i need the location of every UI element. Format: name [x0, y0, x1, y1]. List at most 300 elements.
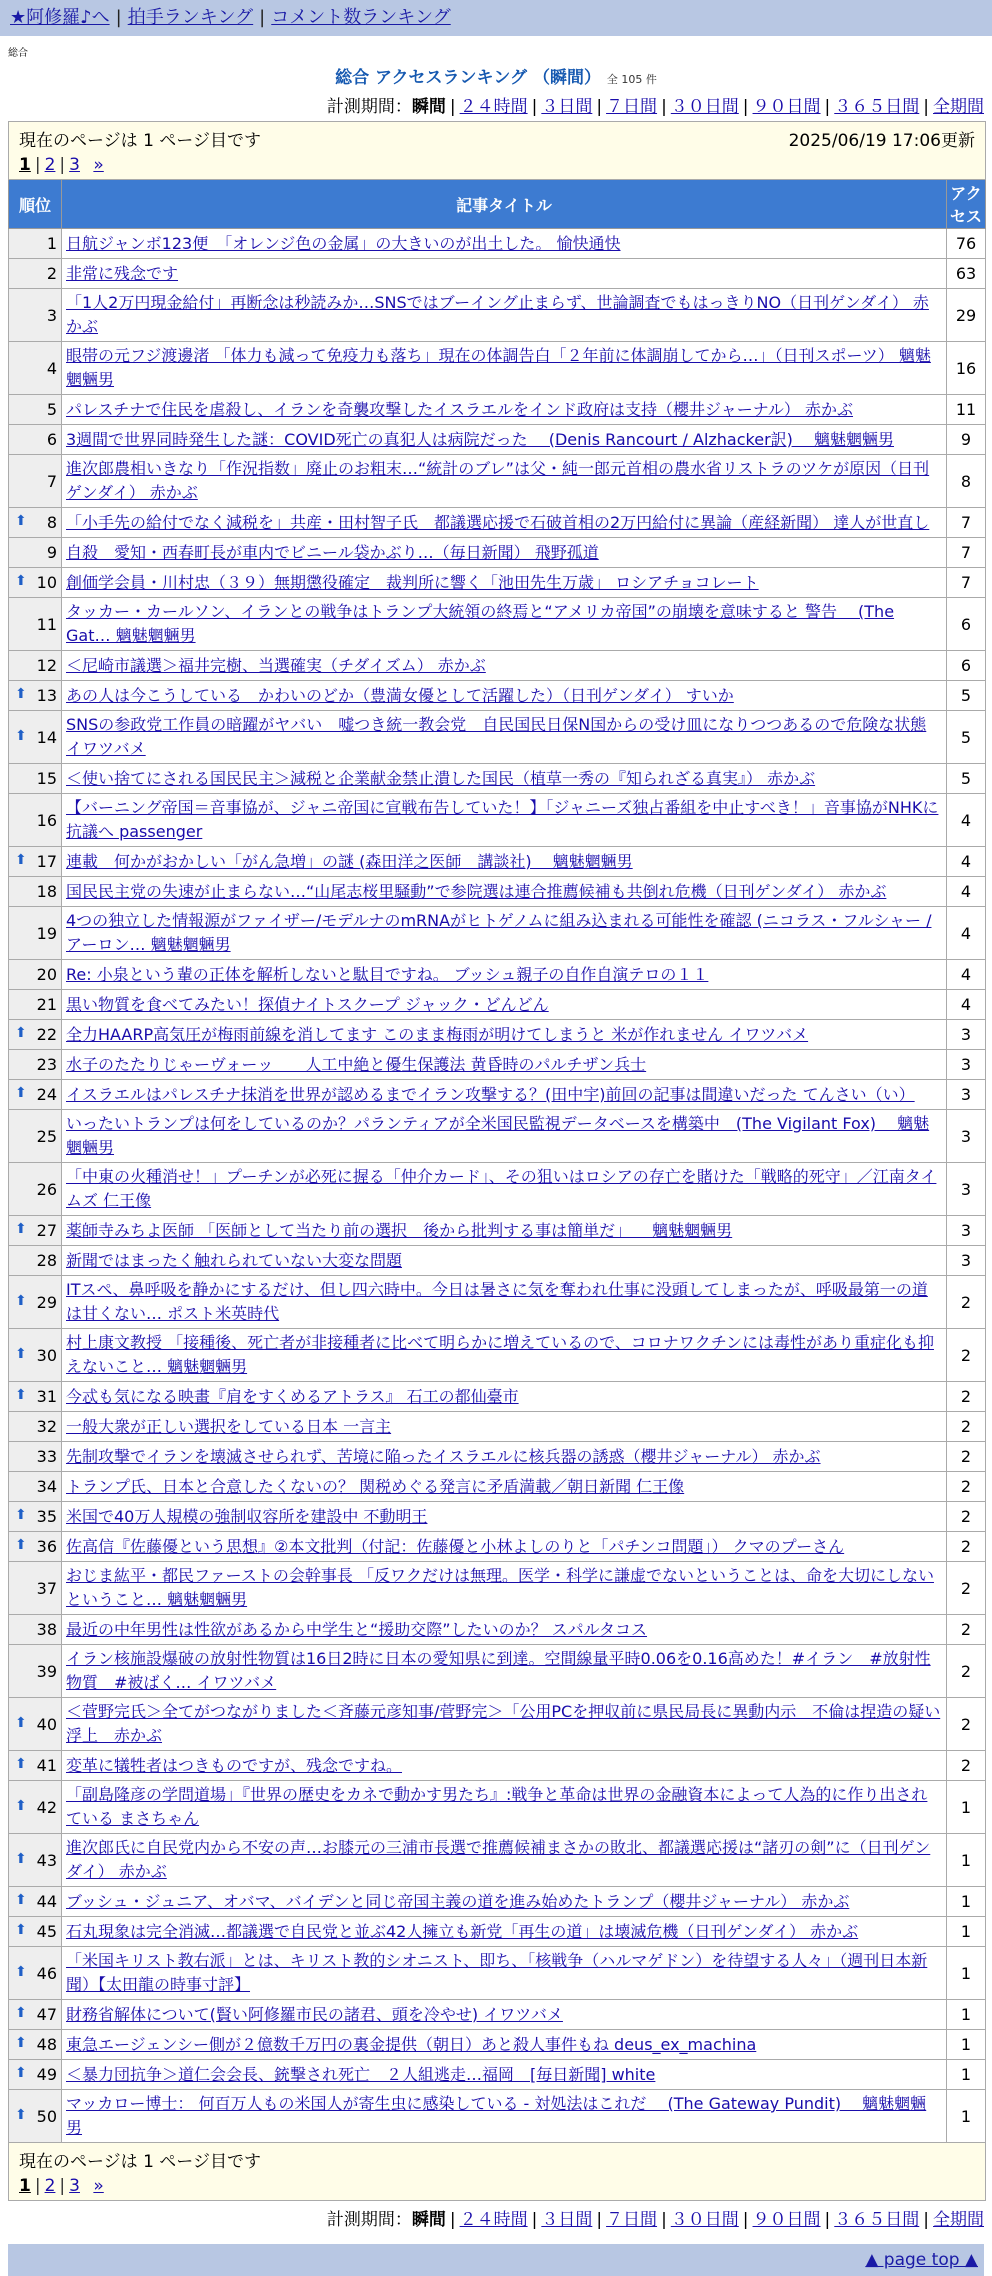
rank-number: 12: [36, 656, 57, 675]
title-cell: [62, 2030, 947, 2060]
comment-ranking-link[interactable]: コメント数ランキング: [271, 7, 451, 28]
article-link[interactable]: トランプ氏、日本と合意したくないの？ 関税めぐる発言に矛盾満載／朝日新聞 仁王像: [66, 1476, 685, 1496]
col-title: 記事タイトル: [62, 180, 947, 229]
page-link[interactable]: 2: [44, 155, 56, 175]
table-row: [9, 342, 986, 395]
rank-cell: [9, 1562, 62, 1615]
rank-number: 35: [36, 1507, 57, 1526]
pager-top: [9, 122, 986, 180]
title-cell: [62, 289, 947, 342]
title-cell: [62, 2000, 947, 2030]
rank-cell: [9, 1751, 62, 1781]
rank-up-arrow-icon: ⬆: [15, 1714, 27, 1731]
clap-ranking-link[interactable]: 拍手ランキング: [127, 7, 254, 28]
article-link[interactable]: タッカー・カールソン、イランとの戦争はトランプ大統領の終焉と“アメリカ帝国”の崩壊を意味すると 警告 (The Gat… 魑魅魍魎男: [66, 602, 895, 645]
table-row: [9, 1216, 986, 1246]
article-link[interactable]: ＜菅野完氏＞全てがつながりました＜斉藤元彦知事/菅野完＞「公用PCを押収前に県民局長に異動内示 不倫は捏造の疑い浮上 赤かぶ: [66, 1702, 941, 1745]
page-link[interactable]: 2: [44, 2176, 56, 2196]
rank-number: 18: [36, 882, 57, 901]
rank-number: 36: [36, 1537, 57, 1556]
table-row: [9, 1917, 986, 1947]
title-cell: [62, 877, 947, 907]
article-link[interactable]: 村上康文教授 「接種後、死亡者が非接種者に比べて明らかに増えているので、コロナワクチンには毒性があり重症化も抑えないこと… 魑魅魍魎男: [66, 1333, 934, 1376]
rank-number: 38: [36, 1620, 57, 1639]
table-row: [9, 960, 986, 990]
period-option[interactable]: ９０日間: [752, 2210, 821, 2230]
article-link[interactable]: 「中東の火種消せ！」プーチンが必死に握る「仲介カード」、その狙いはロシアの存亡を賭けた「戦略的死守」／江南タイムズ 仁王像: [66, 1167, 937, 1210]
rank-cell: [9, 1276, 62, 1329]
rank-up-arrow-icon: ⬆: [15, 1922, 27, 1938]
period-option[interactable]: 全期間: [933, 2210, 984, 2230]
rank-number: 25: [36, 1126, 57, 1146]
title-cell: [62, 1412, 947, 1442]
access-count: 4: [947, 847, 986, 877]
rank-cell: [9, 1917, 62, 1947]
rank-cell: [9, 960, 62, 990]
article-link[interactable]: 黒い物質を食べてみたい！探偵ナイトスクープ ジャック・どんどん: [66, 994, 549, 1014]
rank-number: 14: [36, 727, 57, 747]
table-row: [9, 1442, 986, 1472]
table-row: [9, 907, 986, 960]
article-link[interactable]: ＜暴力団抗争＞道仁会会長、銃撃され死亡 ２人組逃走…福岡 [毎日新聞] white: [66, 2064, 656, 2084]
title-cell: [62, 1329, 947, 1382]
rank-cell: [9, 877, 62, 907]
rank-number: 43: [36, 1850, 57, 1870]
title-cell: [62, 395, 947, 425]
title-cell: [62, 1502, 947, 1532]
table-row: [9, 1020, 986, 1050]
access-count: 1: [947, 1917, 986, 1947]
rank-number: 37: [36, 1578, 57, 1598]
table-row: [9, 1947, 986, 2000]
updated-time: 2025/06/19 17:06更新: [788, 131, 975, 151]
article-link[interactable]: ITスペ、鼻呼吸を静かにするだけ、但し四六時中。今日は暑さに気を奪われ仕事に没頭してしまったが、呼吸最第一の道は甘くない… ポスト米英時代: [66, 1280, 928, 1323]
access-count: 4: [947, 990, 986, 1020]
rank-up-arrow-icon: ⬆: [15, 1085, 27, 1101]
article-link[interactable]: 自殺 愛知・西春町長が車内でビニール袋かぶり…（毎日新聞） 飛野孤道: [66, 542, 599, 562]
title-cell: [62, 508, 947, 538]
article-link[interactable]: おじま紘平・都民ファーストの会幹事長 「反ワクだけは無理。医学・科学に謙虚でないということは、命を大切にしないということ… 魑魅魍魎男: [66, 1566, 934, 1609]
article-link[interactable]: 「副島隆彦の学問道場」『世界の歴史をカネで動かす男たち』:戦争と革命は世界の金融資本によって人為的に作り出されている まさちゃん: [66, 1785, 928, 1828]
table-row: [9, 1781, 986, 1834]
access-count: 2: [947, 1502, 986, 1532]
title-cell: [62, 1472, 947, 1502]
access-count: 5: [947, 764, 986, 794]
period-selector-bottom: 計測期間：瞬間 | ２４時間 | ３日間 | ７日間 | ３０日間 | ９０日間 | ３６５日間 | 全期間: [326, 2210, 984, 2230]
title-cell: [62, 1442, 947, 1472]
rank-cell: [9, 2090, 62, 2143]
table-row: [9, 1472, 986, 1502]
access-count: 6: [947, 651, 986, 681]
current-page-text: 現在のページは 1 ページ目です: [19, 131, 261, 151]
rank-cell: [9, 1080, 62, 1110]
article-link[interactable]: 全力HAARP高気圧が梅雨前線を消してます このまま梅雨が明けてしまうと 米が作れません イワツバメ: [66, 1024, 809, 1044]
article-link[interactable]: 東急エージェンシー側が２億数千万円の裏金提供（朝日）あと殺人事件もね deus_ex_machina: [66, 2034, 757, 2054]
article-link[interactable]: 国民民主党の失速が止まらない…“山尾志桜里騒動”で参院選は連合推薦候補も共倒れ危機（日刊ゲンダイ） 赤かぶ: [66, 881, 887, 901]
rank-up-arrow-icon: ⬆: [15, 852, 27, 868]
title-cell: [62, 1246, 947, 1276]
title-cell: [62, 764, 947, 794]
rank-cell: [9, 1834, 62, 1887]
table-row: [9, 847, 986, 877]
table-row: [9, 2090, 986, 2143]
rank-number: 45: [36, 1922, 57, 1941]
access-count: 8: [947, 455, 986, 508]
rank-number: 34: [36, 1477, 57, 1496]
table-row: [9, 289, 986, 342]
table-row: [9, 568, 986, 598]
col-access: アクセス: [947, 180, 986, 229]
period-option[interactable]: ９０日間: [752, 97, 821, 117]
rank-number: 7: [46, 471, 57, 491]
access-count: 2: [947, 1472, 986, 1502]
rank-number: 49: [36, 2065, 57, 2084]
title-cell: [62, 1645, 947, 1698]
rank-cell: [9, 1645, 62, 1698]
rank-up-arrow-icon: ⬆: [15, 1025, 27, 1041]
article-link[interactable]: パレスチナで住民を虐殺し、イランを奇襲攻撃したイスラエルをインド政府は支持（櫻井ジャーナル） 赤かぶ: [66, 399, 854, 419]
period-option[interactable]: ３６５日間: [834, 97, 920, 117]
rank-cell: [9, 2000, 62, 2030]
title-cell: [62, 1781, 947, 1834]
rank-number: 6: [46, 430, 57, 449]
rank-cell: [9, 1532, 62, 1562]
access-count: 3: [947, 1246, 986, 1276]
title-cell: [62, 598, 947, 651]
access-count: 76: [947, 229, 986, 259]
period-option[interactable]: ３日間: [541, 97, 593, 117]
rank-up-arrow-icon: ⬆: [15, 1756, 27, 1772]
article-link[interactable]: 先制攻撃でイランを壊滅させられず、苦境に陥ったイスラエルに核兵器の誘惑（櫻井ジャーナル） 赤かぶ: [66, 1446, 821, 1466]
access-count: 7: [947, 538, 986, 568]
table-row: [9, 1329, 986, 1382]
table-row: [9, 711, 986, 764]
rank-cell: [9, 764, 62, 794]
rank-number: 44: [36, 1892, 57, 1911]
rank-cell: [9, 681, 62, 711]
title-cell: [62, 1947, 947, 2000]
title-cell: [62, 229, 947, 259]
rank-cell: [9, 425, 62, 455]
table-row: [9, 259, 986, 289]
rank-number: 5: [46, 400, 57, 419]
rank-cell: [9, 598, 62, 651]
rank-number: 20: [36, 965, 57, 984]
access-count: 7: [947, 508, 986, 538]
article-link[interactable]: 佐高信『佐藤優という思想』②本文批判（付記：佐藤優と小林よしのりと「パチンコ問題」） クマのプーさん: [66, 1536, 845, 1556]
access-count: 4: [947, 960, 986, 990]
rank-cell: [9, 1615, 62, 1645]
article-link[interactable]: 進次郎氏に自民党内から不安の声…お膝元の三浦市長選で推薦候補まさかの敗北、都議選応援は“諸刃の剣”に（日刊ゲンダイ） 赤かぶ: [66, 1838, 931, 1881]
rank-number: 32: [36, 1417, 57, 1436]
title-cell: [62, 1216, 947, 1246]
article-link[interactable]: 薬師寺みちよ医師 「医師として当たり前の選択 後から批判する事は簡単だ」 魑魅魍魎男: [66, 1220, 733, 1240]
period-option[interactable]: ２４時間: [459, 2210, 528, 2230]
period-option[interactable]: ２４時間: [459, 97, 528, 117]
access-count: 2: [947, 1532, 986, 1562]
access-count: 1: [947, 1887, 986, 1917]
access-count: 1: [947, 1781, 986, 1834]
access-count: 2: [947, 1442, 986, 1472]
table-row: [9, 229, 986, 259]
access-count: 2: [947, 1645, 986, 1698]
table-row: [9, 764, 986, 794]
rank-number: 10: [36, 573, 57, 592]
period-option[interactable]: ３０日間: [670, 2210, 739, 2230]
article-link[interactable]: 「小手先の給付でなく減税を」共産・田村智子氏 都議選応援で石破首相の2万円給付に異論（産経新聞） 達人が世直し: [66, 512, 930, 532]
table-row: [9, 681, 986, 711]
table-row: [9, 877, 986, 907]
rank-cell: [9, 2060, 62, 2090]
access-count: 2: [947, 1698, 986, 1751]
period-option[interactable]: ３日間: [541, 2210, 593, 2230]
table-row: [9, 1532, 986, 1562]
article-link[interactable]: 「米国キリスト教右派」とは、キリスト教的シオニスト、即ち、「核戦争（ハルマゲドン）を待望する人々」（週刊日本新聞）【太田龍の時事寸評】: [66, 1951, 928, 1994]
table-row: [9, 508, 986, 538]
table-row: [9, 425, 986, 455]
article-link[interactable]: 新聞ではまったく触れられていない大変な問題: [66, 1250, 403, 1270]
rank-cell: [9, 907, 62, 960]
title-cell: [62, 1020, 947, 1050]
page-links-bottom: 1 | 2 | 3 »: [19, 2176, 104, 2196]
title-cell: [62, 425, 947, 455]
table-row: [9, 1562, 986, 1615]
rank-cell: [9, 538, 62, 568]
article-link[interactable]: 財務省解体について(賢い阿修羅市民の諸君、頭を冷やせ) イワツバメ: [66, 2004, 563, 2024]
rank-number: 42: [36, 1797, 57, 1817]
title-cell: [62, 1532, 947, 1562]
category-label: 総合: [8, 48, 28, 59]
access-count: 7: [947, 568, 986, 598]
access-count: 5: [947, 711, 986, 764]
rank-cell: [9, 229, 62, 259]
rank-up-arrow-icon: ⬆: [15, 2005, 27, 2021]
article-link[interactable]: 石丸現象は完全消滅…都議選で自民党と並ぶ42人擁立も新党「再生の道」は壊滅危機（日刊ゲンダイ） 赤かぶ: [66, 1921, 859, 1941]
article-link[interactable]: 「1人2万円現金給付」再断念は秒読みか…SNSではブーイング止まらず、世論調査でもはっきりNO（日刊ゲンダイ） 赤かぶ: [66, 293, 929, 336]
period-selector-top: 計測期間：瞬間 | ２４時間 | ３日間 | ７日間 | ３０日間 | ９０日間 | ３６５日間 | 全期間: [326, 97, 984, 117]
next-page-link[interactable]: »: [93, 2176, 104, 2196]
article-link[interactable]: ＜尼崎市議選＞福井完樹、当選確実（チダイズム） 赤かぶ: [66, 655, 486, 675]
page-title: [0, 63, 992, 88]
table-row: [9, 1050, 986, 1080]
title-cell: [62, 711, 947, 764]
article-link[interactable]: SNSの参政党工作員の暗躍がヤバい 嘘つき統一教会党 自民国民日保N国からの受け皿になりつつあるので危険な状態 イワツバメ: [66, 715, 927, 758]
rank-number: 19: [36, 923, 57, 943]
article-link[interactable]: 創価学会員・川村忠（３９）無期懲役確定 裁判所に響く「池田先生万歳」 ロシアチョコレート: [66, 572, 759, 592]
access-count: 3: [947, 1163, 986, 1216]
rank-number: 39: [36, 1661, 57, 1681]
rank-cell: [9, 508, 62, 538]
rank-cell: [9, 1050, 62, 1080]
title-cell: [62, 1110, 947, 1163]
article-link[interactable]: 一般大衆が正しい選択をしている日本 一言主: [66, 1416, 392, 1436]
rank-cell: [9, 1442, 62, 1472]
rank-number: 1: [46, 234, 57, 253]
rank-up-arrow-icon: ⬆: [15, 727, 27, 744]
article-link[interactable]: ブッシュ・ジュニア、オバマ、バイデンと同じ帝国主義の道を進み始めたトランプ（櫻井ジャーナル） 赤かぶ: [66, 1891, 850, 1911]
rank-number: 47: [36, 2005, 57, 2024]
page-link[interactable]: 3: [69, 155, 80, 175]
rank-number: 17: [36, 852, 57, 871]
table-row: [9, 2030, 986, 2060]
access-count: 3: [947, 1020, 986, 1050]
rank-number: 41: [36, 1756, 57, 1775]
table-row: [9, 651, 986, 681]
article-link[interactable]: 今忒も気になる映畫『肩をすくめるアトラス』 石工の都仙臺市: [66, 1386, 519, 1406]
table-row: [9, 395, 986, 425]
rank-up-arrow-icon: ⬆: [15, 1507, 27, 1523]
rank-number: 27: [36, 1221, 57, 1240]
rank-up-arrow-icon: ⬆: [15, 1387, 27, 1403]
access-count: 2: [947, 1276, 986, 1329]
table-row: [9, 1751, 986, 1781]
article-link[interactable]: 最近の中年男性は性欲があるから中学生と“援助交際”したいのか？ スパルタコス: [66, 1619, 648, 1639]
title-cell: [62, 1276, 947, 1329]
page-top-link[interactable]: ▲ page top ▲: [865, 2250, 978, 2270]
page-link[interactable]: 3: [69, 2176, 80, 2196]
table-row: [9, 2060, 986, 2090]
page-links: 1 | 2 | 3 »: [19, 155, 104, 175]
article-link[interactable]: Re: 小泉という輩の正体を解析しないと駄目ですね。 ブッシュ親子の自作自演テロの１１: [66, 964, 709, 984]
period-option: 瞬間: [411, 2210, 446, 2230]
table-row: [9, 1615, 986, 1645]
access-count: 5: [947, 681, 986, 711]
article-link[interactable]: 米国で40万人規模の強制収容所を建設中 不動明王: [66, 1506, 428, 1526]
rank-cell: [9, 1020, 62, 1050]
access-count: 9: [947, 425, 986, 455]
access-count: 2: [947, 1562, 986, 1615]
access-count: 1: [947, 2030, 986, 2060]
table-row: [9, 1276, 986, 1329]
rank-number: 22: [36, 1025, 57, 1044]
article-link[interactable]: 連載 何かがおかしい「がん急増」の謎 (森田洋之医師 講談社) 魑魅魍魎男: [66, 851, 633, 871]
rank-cell: [9, 1329, 62, 1382]
rank-up-arrow-icon: ⬆: [15, 2106, 27, 2123]
access-count: 1: [947, 2000, 986, 2030]
table-row: [9, 538, 986, 568]
title-cell: [62, 568, 947, 598]
rank-number: 46: [36, 1963, 57, 1983]
rank-number: 13: [36, 686, 57, 705]
access-count: 3: [947, 1080, 986, 1110]
access-count: 6: [947, 598, 986, 651]
table-row: [9, 1110, 986, 1163]
table-row: [9, 1502, 986, 1532]
rank-cell: [9, 1472, 62, 1502]
article-link[interactable]: 非常に残念です: [66, 263, 179, 283]
access-count: 1: [947, 1834, 986, 1887]
rank-number: 29: [36, 1292, 57, 1312]
rank-cell: [9, 651, 62, 681]
table-row: [9, 1412, 986, 1442]
table-row: [9, 1698, 986, 1751]
title-cell: [62, 1050, 947, 1080]
ranking-table: [8, 121, 986, 2201]
article-link[interactable]: 変革に犠牲者はつきものですが、残念ですね。: [66, 1755, 403, 1775]
period-option[interactable]: ３０日間: [670, 97, 739, 117]
access-count: 3: [947, 1216, 986, 1246]
access-count: 63: [947, 259, 986, 289]
title-cell: [62, 1382, 947, 1412]
rank-number: 33: [36, 1447, 57, 1466]
rank-cell: [9, 794, 62, 847]
rank-cell: [9, 568, 62, 598]
article-link[interactable]: イラン核施設爆破の放射性物質は16日2時に日本の愛知県に到達。空間線量平時0.06を0.16高めた！#イラン #放射性物質 #被ばく… イワツバメ: [66, 1649, 931, 1692]
article-link[interactable]: イスラエルはパレスチナ抹消を世界が認めるまでイラン攻撃する？(田中宇)前回の記事は間違いだった てんさい（い）: [66, 1084, 915, 1104]
period-label: 計測期間：: [326, 97, 412, 117]
rank-cell: [9, 1246, 62, 1276]
rank-number: 15: [36, 769, 57, 788]
table-row: [9, 990, 986, 1020]
rank-cell: [9, 395, 62, 425]
article-link[interactable]: 3週間で世界同時発生した謎：COVID死亡の真犯人は病院だった (Denis Rancourt / Alzhacker訳) 魑魅魍魎男: [66, 429, 894, 449]
rank-up-arrow-icon: ⬆: [15, 1221, 27, 1237]
period-option[interactable]: ３６５日間: [834, 2210, 920, 2230]
title-cell: [62, 259, 947, 289]
access-count: 2: [947, 1329, 986, 1382]
title-cell: [62, 455, 947, 508]
access-count: 1: [947, 2090, 986, 2143]
rank-number: 48: [36, 2035, 57, 2054]
title-cell: [62, 538, 947, 568]
article-link[interactable]: いったいトランプは何をしているのか？パランティアが全米国民監視データベースを構築中 (The Vigilant Fox) 魑魅魍魎男: [66, 1114, 930, 1157]
rank-cell: [9, 1382, 62, 1412]
article-link[interactable]: 4つの独立した情報源がファイザー/モデルナのmRNAがヒトゲノムに組み込まれる可能性を確認 (ニコラス・フルシャー / アーロン… 魑魅魍魎男: [66, 911, 932, 954]
table-row: [9, 1382, 986, 1412]
rank-cell: [9, 455, 62, 508]
rank-number: 31: [36, 1387, 57, 1406]
table-row: [9, 1080, 986, 1110]
title-cell: [62, 1834, 947, 1887]
home-link[interactable]: ★阿修羅♪へ: [10, 7, 110, 28]
article-link[interactable]: ＜使い捨てにされる国民民主＞減税と企業献金禁止潰した国民（植草一秀の『知られざる真実』） 赤かぶ: [66, 768, 816, 788]
period-option: 瞬間: [411, 97, 446, 117]
article-link[interactable]: マッカロー博士： 何百万人もの米国人が寄生虫に感染している - 対処法はこれだ (The Gateway Pundit) 魑魅魍魎男: [66, 2094, 927, 2137]
rank-number: 21: [36, 995, 57, 1014]
rank-cell: [9, 1412, 62, 1442]
period-option[interactable]: 全期間: [933, 97, 984, 117]
period-option[interactable]: ７日間: [606, 97, 658, 117]
rank-cell: [9, 711, 62, 764]
rank-up-arrow-icon: ⬆: [15, 1797, 27, 1814]
article-link[interactable]: 【バーニング帝国＝音事協が、ジャニ帝国に宣戦布告していた！】「ジャニーズ独占番組を中止すべき！」音事協がNHKに抗議へ passenger: [66, 798, 939, 841]
rank-cell: [9, 1698, 62, 1751]
article-link[interactable]: 日航ジャンボ123便 「オレンジ色の金属」の大きいのが出土した。 愉快通快: [66, 233, 621, 253]
article-link[interactable]: 水子のたたりじゃーヴォーッ 人工中絶と優生保護法 黄昏時のパルチザン兵士: [66, 1054, 647, 1074]
access-count: 3: [947, 1050, 986, 1080]
next-page-link[interactable]: »: [93, 155, 104, 175]
rank-number: 26: [36, 1179, 57, 1199]
title-cell: [62, 907, 947, 960]
access-count: 1: [947, 2060, 986, 2090]
pager-bottom: [9, 2143, 986, 2201]
rank-number: 50: [36, 2106, 57, 2126]
total-count: 全 105 件: [606, 73, 657, 86]
rank-number: 40: [36, 1714, 57, 1734]
rank-up-arrow-icon: ⬆: [15, 1850, 27, 1867]
rank-up-arrow-icon: ⬆: [15, 1963, 27, 1980]
title-cell: [62, 990, 947, 1020]
rank-cell: [9, 289, 62, 342]
article-link[interactable]: 眼帯の元フジ渡邊渚 「体力も減って免疫力も落ち」現在の体調告白「２年前に体調崩してから…」（日刊スポーツ） 魑魅魍魎男: [66, 346, 931, 389]
period-option[interactable]: ７日間: [606, 2210, 658, 2230]
article-link[interactable]: あの人は今こうしている かわいのどか（豊満女優として活躍した）（日刊ゲンダイ） すいか: [66, 685, 734, 705]
rank-cell: [9, 847, 62, 877]
rank-up-arrow-icon: ⬆: [15, 1292, 27, 1309]
bottom-bar: [8, 2244, 984, 2276]
article-link[interactable]: 進次郎農相いきなり「作況指数」廃止のお粗末…“統計のブレ”は父・純一郎元首相の農水省リストラのツケが原因（日刊ゲンダイ） 赤かぶ: [66, 459, 930, 502]
rank-cell: [9, 342, 62, 395]
